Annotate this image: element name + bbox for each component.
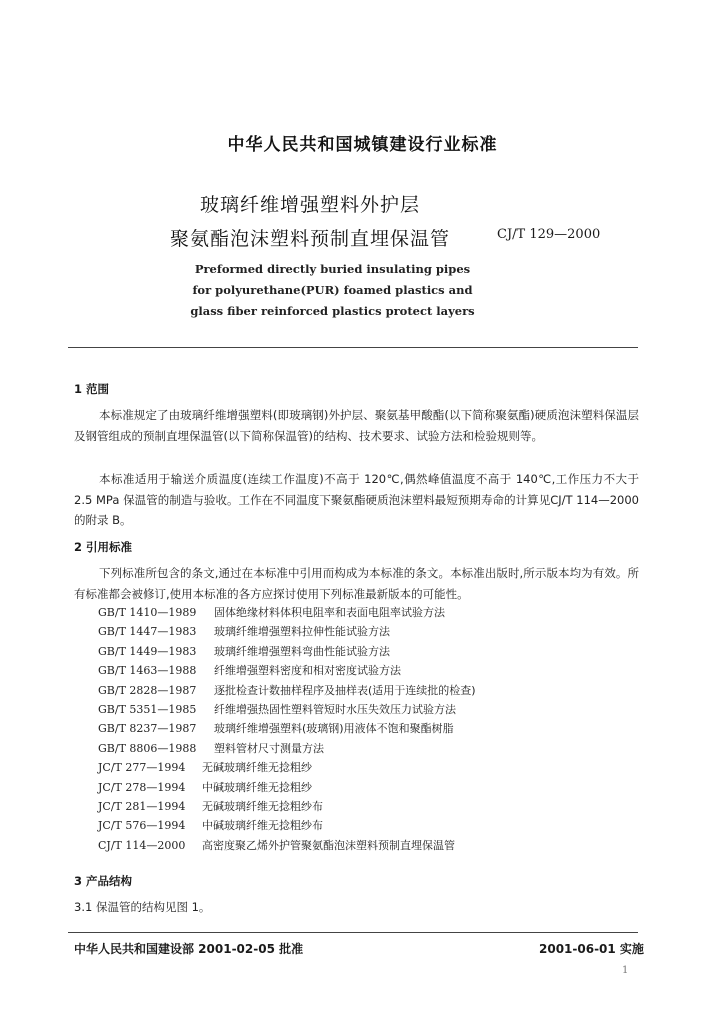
reference-row [98, 797, 476, 816]
section-1-paragraph-2: 本标准适用于输送介质温度(连续工作温度)不高于 120℃,偶然峰值温度不高于 140℃,工作压力不大于 2.5 MPa 保温管的制造与验收。工作在不同温度下聚氨酯硬质泡沫塑料最短预期寿命的计算见CJ/T 114—2000 的附录 B。 [74, 472, 639, 527]
section-3-paragraph-1: 3.1 保温管的结构见图 1。 [74, 900, 211, 914]
reference-code: GB/T 1447—1983 [98, 625, 197, 639]
reference-row [98, 603, 476, 622]
reference-code: GB/T 1463—1988 [98, 664, 197, 678]
reference-code: JC/T 278—1994 [98, 780, 186, 794]
reference-code: JC/T 281—1994 [98, 799, 186, 813]
approval-line: 中华人民共和国建设部 2001-02-05 批准 [74, 942, 304, 956]
reference-name: 玻璃纤维增强塑料弯曲性能试验方法 [214, 644, 390, 658]
reference-name: 中碱玻璃纤维无捻粗纱 [202, 780, 312, 794]
reference-name: 玻璃纤维增强塑料(玻璃钢)用液体不饱和聚酯树脂 [214, 722, 454, 736]
reference-name: 无碱玻璃纤维无捻粗纱布 [202, 799, 323, 813]
reference-row [98, 836, 476, 855]
reference-name: 固体绝缘材料体积电阻率和表面电阻率试验方法 [214, 606, 445, 619]
reference-code: GB/T 2828—1987 [98, 683, 197, 697]
english-title-line1: Preformed directly buried insulating pipes [194, 262, 471, 276]
reference-name: 无碱玻璃纤维无捻粗纱 [202, 761, 312, 775]
reference-code: GB/T 8806—1988 [98, 741, 197, 755]
standard-code: CJ/T 129—2000 [497, 227, 601, 242]
reference-name: 高密度聚乙烯外护管聚氨酯泡沫塑料预制直埋保温管 [202, 838, 455, 852]
section-1-paragraph-1: 本标准规定了由玻璃纤维增强塑料(即玻璃钢)外护层、聚氨基甲酸酯(以下简称聚氨酯)硬质泡沫塑料保温层及钢管组成的预制直埋保温管(以下简称保温管)的结构、技术要求、试验方法和检验规则等。 [74, 408, 639, 443]
document-title-line1: 玻璃纤维增强塑料外护层 [199, 194, 420, 216]
reference-name: 逐批检查计数抽样程序及抽样表(适用于连续批的检查) [214, 683, 476, 697]
reference-row [98, 758, 476, 777]
reference-row [98, 816, 476, 835]
reference-row [98, 622, 476, 641]
reference-code: GB/T 8237—1987 [98, 722, 197, 736]
page-number: 1 [622, 965, 629, 976]
reference-code: GB/T 1410—1989 [98, 606, 197, 619]
reference-code: GB/T 1449—1983 [98, 644, 197, 658]
reference-name: 纤维增强塑料密度和相对密度试验方法 [214, 664, 401, 678]
english-title-line3: glass fiber reinforced plastics protect layers [190, 304, 475, 318]
reference-name: 纤维增强热固性塑料管短时水压失效压力试验方法 [214, 702, 456, 716]
title-divider [68, 347, 638, 348]
reference-row [98, 661, 476, 680]
reference-row [98, 700, 476, 719]
footer-divider [68, 932, 638, 933]
reference-code: JC/T 277—1994 [98, 761, 186, 775]
reference-name: 中碱玻璃纤维无捻粗纱布 [202, 819, 323, 833]
reference-code: JC/T 576—1994 [98, 819, 186, 833]
reference-row [98, 642, 476, 661]
section-2-paragraph-1: 下列标准所包含的条文,通过在本标准中引用而构成为本标准的条文。本标准出版时,所示版本均为有效。所有标准都会被修订,使用本标准的各方应探讨使用下列标准最新版本的可能性。 [74, 566, 639, 601]
reference-code: CJ/T 114—2000 [98, 838, 186, 852]
reference-row [98, 778, 476, 797]
implementation-line: 2001-06-01 实施 [539, 942, 644, 956]
section-1-heading: 1 范围 [74, 382, 110, 396]
reference-name: 塑料管材尺寸测量方法 [214, 741, 324, 755]
section-3-heading: 3 产品结构 [74, 874, 133, 888]
english-title-line2: for polyurethane(PUR) foamed plastics and [192, 283, 473, 297]
normative-references-list [98, 603, 476, 855]
section-2-heading: 2 引用标准 [74, 540, 133, 554]
reference-code: GB/T 5351—1985 [98, 702, 197, 716]
issuer-heading: 中华人民共和国城镇建设行业标准 [227, 135, 498, 155]
reference-name: 玻璃纤维增强塑料拉伸性能试验方法 [214, 625, 390, 639]
reference-row [98, 719, 476, 738]
reference-row [98, 739, 476, 758]
document-title-line2: 聚氨酯泡沫塑料预制直埋保温管 [169, 228, 450, 250]
reference-row [98, 681, 476, 700]
